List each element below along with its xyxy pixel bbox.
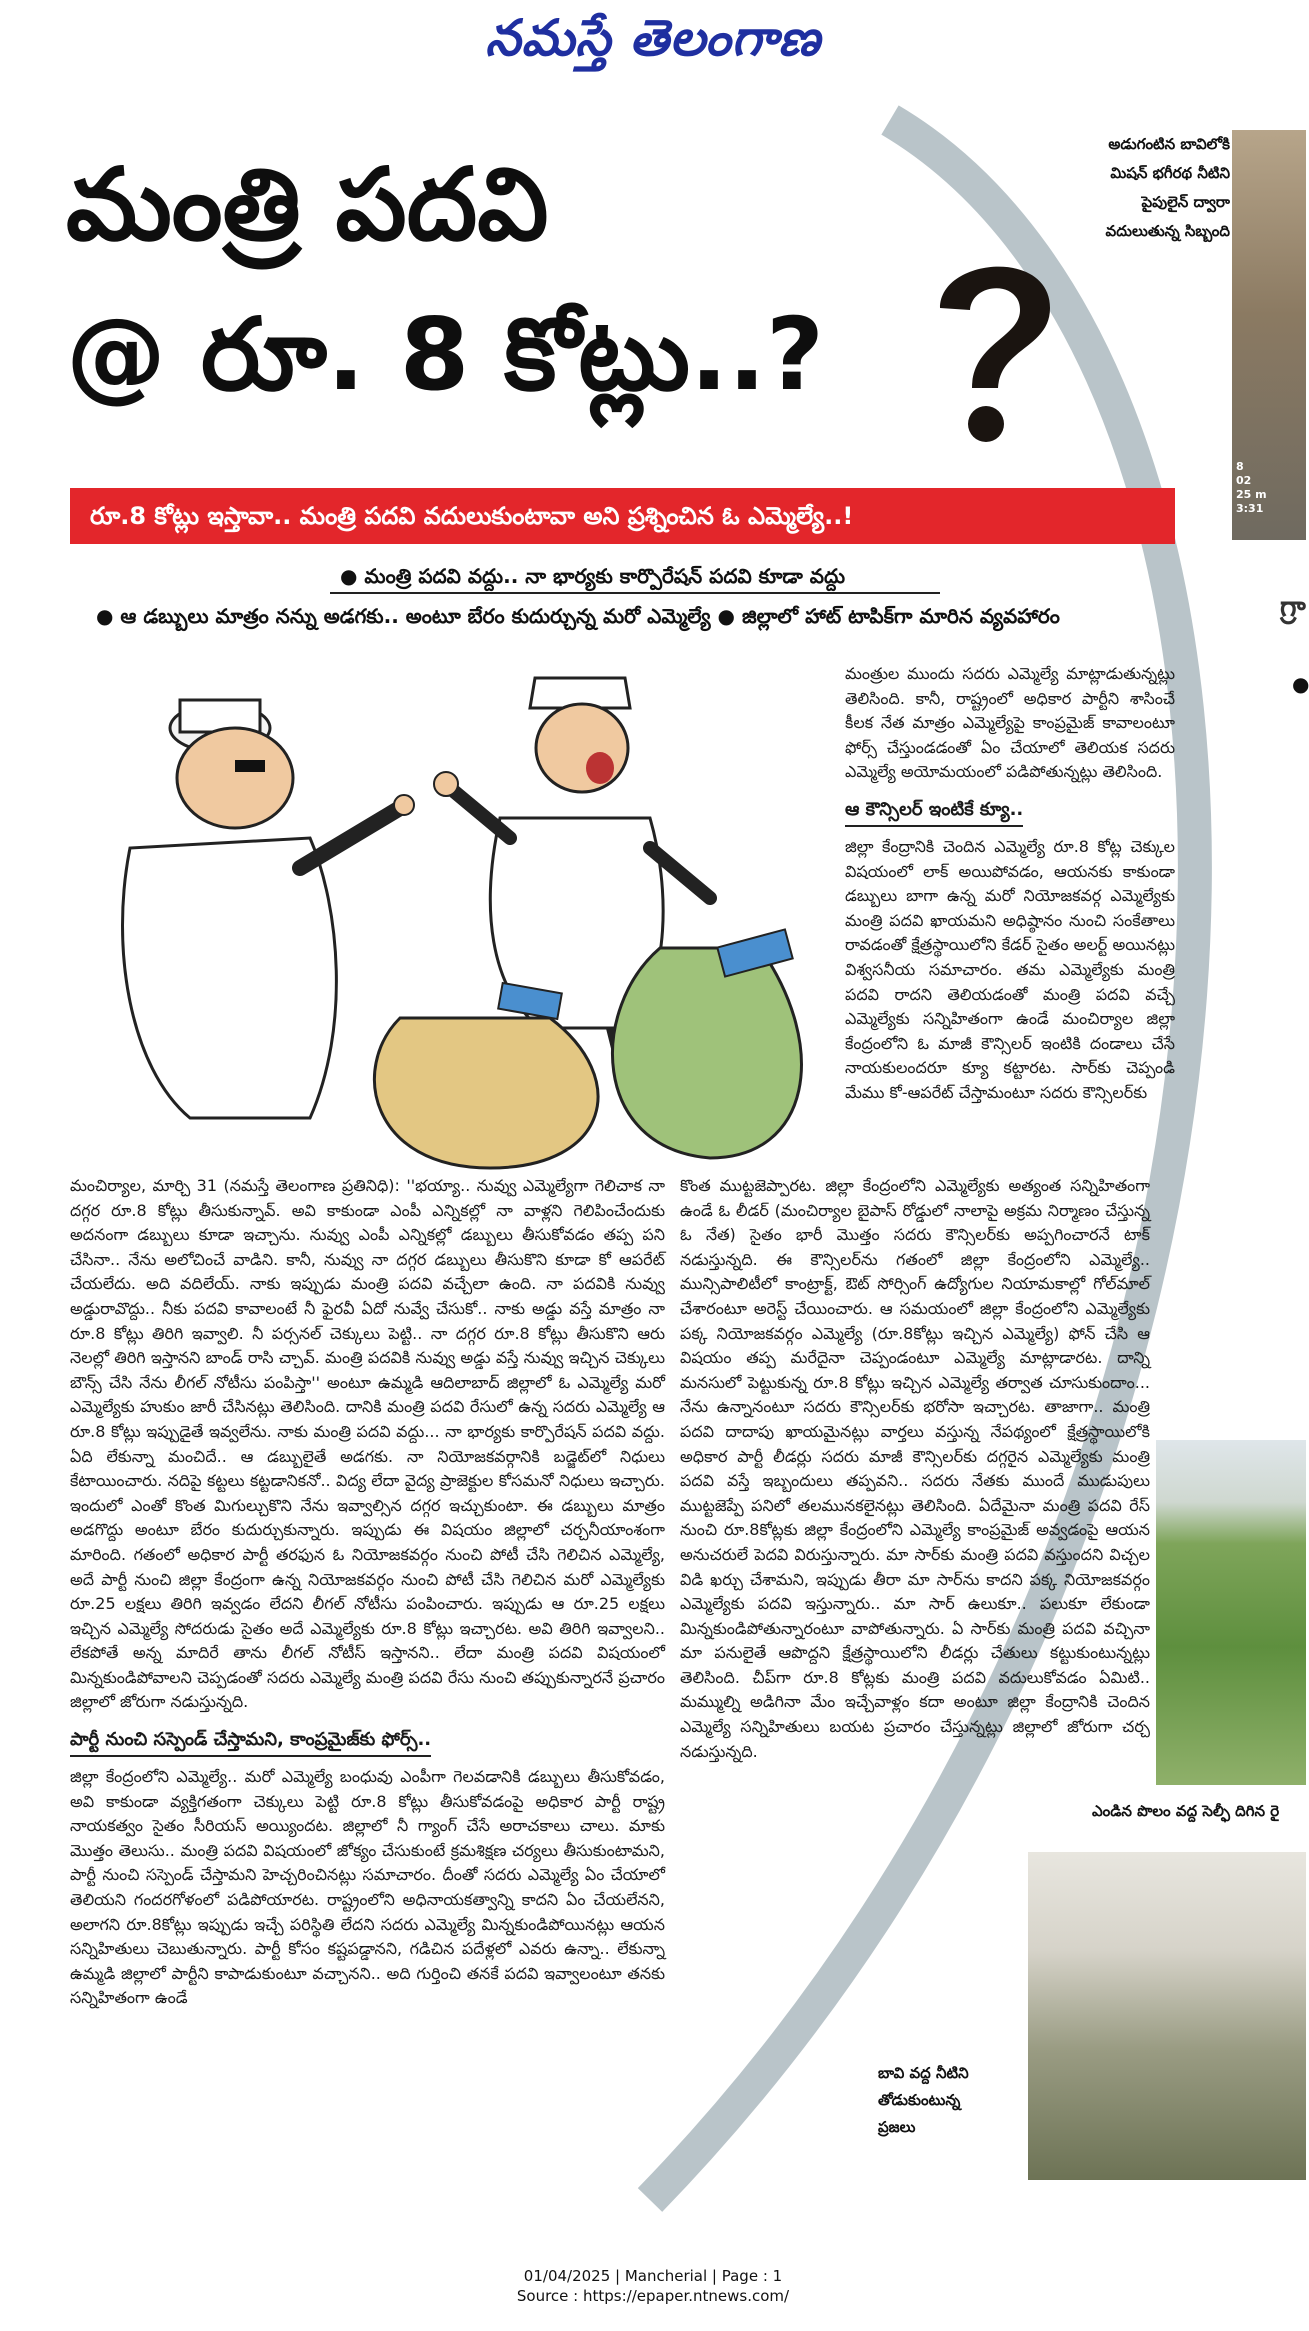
right-caption-top — [1040, 130, 1230, 246]
column-c-paragraph-1: మంచిర్యాల, మార్చి 31 (నమస్తే తెలంగాణ ప్రతినిధి): ''భయ్యా.. నువ్వు ఎమ్మెల్యేగా గెలిచాక నా దగ్గర రూ.8 కోట్లు తీసుకున్నావ్. అవి కాకుండా ఎంపీ ఎన్నికల్లో నా వాళ్లని గెలిపించేందుకు అదనంగా డబ్బులు కూడా ఇచ్చాను. నువ్వు ఎంపీ ఎన్నికల్లో డబ్బులు తీసుకోవడం తప్ప పని చేసినా.. నేను అలోచించే వాడిని. కానీ, నువ్వు నా దగ్గర డబ్బులు తీసుకొని కూడా కో ఆపరేట్ చేయలేదు. అది వదిలేయ్. నాకు ఇప్పుడు మంత్రి పదవి వచ్చేలా ఉంది. నా పదవికి నువ్వు అడ్డురావొద్దు.. నీకు పదవి కావాలంటే నీ ఫైరవీ ఏదో నువ్వే చేసుకో.. నాకు అడ్డు వస్తే మాత్రం నా రూ.8 కోట్లు తిరిగి ఇవ్వాలి. నీ పర్సనల్ చెక్కులు పెట్టి.. నా దగ్గర రూ.8 కోట్లు తీసుకొని ఆరు నెలల్లో తిరిగి ఇస్తానని బాండ్ రాసి చ్చావ్. మంత్రి పదవికి నువ్వు అడ్డు వస్తే నువ్వు ఇచ్చిన చెక్కులు బౌన్స్ చేసి నేను లీగల్ నోటీసు పంపిస్తా'' అంటూ ఉమ్మడి ఆదిలాబాద్ జిల్లాలో ఓ ఎమ్మెల్యే మరో ఎమ్మెల్యేకు హుకుం జారీ చేసినట్లు తెలిసింది. దానికి మంత్రి పదవి రేసులో ఉన్న సదరు ఎమ్మెల్యే ఆ రూ.8 కోట్లు ఇప్పుడైతే ఇవ్వలేను. నాకు మంత్రి పదవి వద్దు... నా భార్యకు కార్పొరేషన్ పదవి వద్దు. ఏది లేకున్నా మంచిదే.. ఆ డబ్బులైతే అడగకు. నా నియోజకవర్గానికి బడ్జెట్‌లో నిధులు కేటాయించారు. నదిపై కట్టలు కట్టడానికనో.. విద్య లేదా వైద్య ప్రాజెక్టుల కోసమనో నిధులు ఇచ్చారు. ఇందులో ఎంతో కొంత మిగుల్చుకొని నేను ఇవ్వాల్సిన దగ్గర ఇచ్చుకుంటా. ఈ డబ్బులు మాత్రం అడగొద్దు అంటూ బేరం కుదుర్చుకున్నారు. ఇప్పుడు ఈ విషయం జిల్లాలో చర్చనీయాంశంగా మారింది. గతంలో అధికార పార్టీ తరఫున ఓ నియోజకవర్గం నుంచి పోటీ చేసి గెలిచిన ఎమ్మెల్యే, అదే పార్టీ నుంచి జిల్లా కేంద్రంగా ఉన్న నియోజకవర్గం నుంచి పోటీ చేసి గెలిచిన మరో ఎమ్మెల్యేకు రూ.25 లక్షలు తిరిగి ఇవ్వడం లేదని లీగల్ నోటీసు పంపించారు. ఇప్పుడు ఆ రూ.25 లక్షలు ఇచ్చిన ఎమ్మెల్యే సోదరుడు సైతం అదే ఎమ్మెల్యేకు రూ.8 కోట్లు ఇచ్చారట. అవి తిరిగి ఇవ్వాలని.. లేకపోతే అన్న మాదిరే తాను లీగల్ నోటీస్ ఇస్తానని.. లేదా మంత్రి పదవి విషయంలో మిన్నకుండిపోవాలని చెప్పడంతో సదరు ఎమ్మెల్యే మంత్రి పదవి రేసు నుంచి తప్పుకున్నారనే ప్రచారం జిల్లాలో జోరుగా నడుస్తున్నది. — [70, 1176, 665, 1712]
caption-bottom-line-1: బావి వద్ద నీటిని — [878, 2064, 969, 2082]
stamp-line-2: 02 — [1236, 474, 1252, 487]
headline-line2: @ రూ. 8 కోట్లు..? — [66, 296, 824, 413]
headline — [66, 130, 1046, 430]
article-column-a — [845, 662, 1175, 1172]
caption-top-line-2: మిషన్ భగీరథ నీటిని — [1110, 164, 1230, 182]
side-headline-fragment: గ్రా — [1280, 590, 1306, 623]
caption-bottom — [878, 2060, 998, 2141]
photo-stamp — [1236, 460, 1267, 516]
footer-source-link[interactable]: Source : https://epaper.ntnews.com/ — [516, 2287, 790, 2305]
footer — [0, 2266, 1306, 2306]
red-highlight-strip: రూ.8 కోట్లు ఇస్తావా.. మంత్రి పదవి వదులుకుంటావా అని ప్రశ్నించిన ఓ ఎమ్మెల్యే..! — [70, 488, 1175, 544]
caption-bottom-line-2: తోడుకుంటున్న — [878, 2091, 961, 2109]
masthead: నమస్తే తెలంగాణ — [485, 8, 821, 67]
subhead-two: ● ఆ డబ్బులు మాత్రం నన్ను అడగకు.. అంటూ బేరం కుదుర్చున్న మరో ఎమ్మెల్యే ● జిల్లాలో హాట్ టాపిక్‌గా మారిన వ్యవహారం — [96, 604, 1060, 628]
question-mark-icon — [920, 248, 1070, 448]
caption-top-line-4: వదులుతున్న సిబ్బంది — [1105, 222, 1230, 240]
photo-people-at-well — [1028, 1852, 1306, 2180]
headline-line1: మంత్రి పదవి — [66, 146, 549, 263]
stamp-line-1: 8 — [1236, 460, 1244, 473]
photo-field — [1156, 1440, 1306, 1785]
column-a-subhead: ఆ కౌన్సిలర్ ఇంటికే క్యూ.. — [845, 797, 1023, 827]
photo-well — [1232, 130, 1306, 540]
cartoon-illustration — [70, 648, 830, 1168]
caption-top-line-3: పైపులైన్ ద్వారా — [1141, 193, 1230, 211]
subhead-one: ● మంత్రి పదవి వద్దు.. నా భార్యకు కార్పొరేషన్ పదవి కూడా వద్దు — [340, 564, 846, 588]
column-c-subhead: పార్టీ నుంచి సస్పెండ్ చేస్తామని, కాంప్రమైజ్‌కు ఫోర్స్.. — [70, 1727, 431, 1757]
column-a-paragraph-2: జిల్లా కేంద్రానికి చెందిన ఎమ్మెల్యే రూ.8 కోట్ల చెక్కుల విషయంలో లాక్ అయిపోవడం, ఆయనకు కాకుండా డబ్బులు బాగా ఉన్న మరో నియోజకవర్గ ఎమ్మెల్యేకు మంత్రి పదవి ఖాయమని అధిష్ఠానం నుంచి సంకేతాలు రావడంతో క్షేత్రస్థాయిలోని కేడర్ సైతం అలర్ట్ అయినట్లు విశ్వసనీయ సమాచారం. తమ ఎమ్మెల్యేకు మంత్రి పదవి రాదని తెలియడంతో మంత్రి పదవి వచ్చే ఎమ్మెల్యేకు సన్నిహితంగా ఉండే మంచిర్యాల జిల్లా కేంద్రంలోని ఓ మాజీ కౌన్సిలర్ ఇంటికి దండాలు చేసే నాయకులందరూ క్యూ కట్టారట. సార్‌కు చెప్పండి మేము కో-ఆపరేట్ చేస్తామంటూ సదరు కౌన్సిలర్‌కు — [845, 836, 1175, 1102]
column-c-paragraph-2: జిల్లా కేంద్రంలోని ఎమ్మెల్యే.. మరో ఎమ్మెల్యే బంధువు ఎంపీగా గెలవడానికి డబ్బులు తీసుకోవడం, అవి కాకుండా వ్యక్తిగతంగా చెక్కులు పెట్టి రూ.8 కోట్లు తీసుకోవడంపై అధికార పార్టీ రాష్ట్ర నాయకత్వం సైతం సీరియస్ అయ్యిందట. జిల్లాలో నీ గ్యాంగ్ చేసే అరాచకాలు చాలు. మాకు మొత్తం తెలుసు.. మంత్రి పదవి విషయంలో జోక్యం చేసుకుంటే క్రమశిక్షణ చర్యలు తీసుకుంటామని, పార్టీ నుంచి సస్పెండ్ చేస్తామని హెచ్చరించినట్లు సమాచారం. దీంతో సదరు ఎమ్మెల్యే ఏం చేయాలో తెలియని గందరగోళంలో పడిపోయారట. రాష్ట్రంలోని అధినాయకత్వాన్ని కాదని ఏం చేయలేనని, అలాగని రూ.8కోట్లు ఇప్పుడు ఇచ్చే పరిస్థితి లేదని సదరు ఎమ్మెల్యే మిన్నకుండిపోయినట్లు ఆయన సన్నిహితులు చెబుతున్నారు. పార్టీ కోసం కష్టపడ్డానని, గడిచిన పదేళ్లలో ఎవరు ఉన్నా.. లేకున్నా ఉమ్మడి జిల్లాలో పార్టీని కాపాడుకుంటూ వచ్చానని.. అది గుర్తించి తనకే పదవి ఇవ్వాలంటూ తనకు సన్నిహితంగా ఉండే — [70, 1767, 665, 2008]
subhead-rule — [330, 592, 940, 594]
stamp-line-4: 3:31 — [1236, 502, 1264, 515]
caption-bottom-line-3: ప్రజలు — [878, 2118, 916, 2136]
caption-field: ఎండిన పొలం వద్ద సెల్ఫీ దిగిన రై — [1092, 1802, 1280, 1820]
column-a-paragraph-1: మంత్రుల ముందు సదరు ఎమ్మెల్యే మాట్లాడుతున్నట్లు తెలిసింది. కానీ, రాష్ట్రంలో అధికార పార్టీని శాసించే కీలక నేత మాత్రం ఎమ్మెల్యేపై కాంప్రమైజ్ కావాలంటూ ఫోర్స్ చేస్తుండడంతో ఏం చేయాలో తెలియక సదరు ఎమ్మెల్యే అయోమయంలో పడిపోతున్నట్లు తెలిసింది. — [845, 664, 1175, 782]
article-column-c — [70, 1174, 665, 2190]
side-bullet: ● — [1292, 672, 1309, 696]
caption-top-line-1: అడుగంటిన బావిలోకి — [1108, 135, 1230, 153]
stamp-line-3: 25 m — [1236, 488, 1267, 501]
footer-date-line: 01/04/2025 | Mancherial | Page : 1 — [523, 2267, 783, 2285]
column-b-paragraph-1: కొంత ముట్టజెప్పారట. జిల్లా కేంద్రంలోని ఎమ్మెల్యేకు అత్యంత సన్నిహితంగా ఉండే ఓ లీడర్ (మంచిర్యాల బైపాస్ రోడ్డులో నాలాపై అక్రమ నిర్మాణం చేస్తున్న ఓ నేత) సైతం భారీ మొత్తం సదరు కౌన్సిలర్‌కు అప్పగించారనే టాక్ నడుస్తున్నది. ఈ కౌన్సిలర్‌ను గతంలో జిల్లా కేంద్రంలోని ఎమ్మెల్యే.. మున్సిపాలిటీలో కాంట్రాక్ట్, ఔట్ సోర్సింగ్ ఉద్యోగుల నియామకాల్లో గోల్‌మాల్ చేశారంటూ అరెస్ట్ చేయించారు. ఆ సమయంలో జిల్లా కేంద్రంలోని ఎమ్మెల్యేకు పక్క నియోజకవర్గం ఎమ్మెల్యే (రూ.8కోట్లు ఇచ్చిన ఎమ్మెల్యే) ఫోన్ చేసి ఆ విషయం తప్ప మరేదైనా చెప్పండంటూ ఎమ్మెల్యే మాట్లాడారట. దాన్ని మనసులో పెట్టుకున్న రూ.8 కోట్లు ఇచ్చిన ఎమ్మెల్యే తర్వాత చూసుకుందాం... నేను ఉన్నానంటూ సదరు కౌన్సిలర్‌కు భరోసా ఇచ్చారట. తాజాగా.. మంత్రి పదవి దాదాపు ఖాయమైనట్లు వార్తలు వస్తున్న నేపథ్యంలో క్షేత్రస్థాయిలోకి అధికార పార్టీ లీడర్లు సదరు మాజీ కౌన్సిలర్‌కు దగ్గరైన ఎమ్మెల్యేకు మంత్రి పదవి వస్తే ఇబ్బందులు తప్పవని.. సదరు నేతకు ముందే ముడుపులు ముట్టజెప్పే పనిలో తలమునకలైనట్లు తెలిసింది. ఏదేమైనా మంత్రి పదవి రేస్ నుంచి రూ.8కోట్లకు జిల్లా కేంద్రంలోని ఎమ్మెల్యే కాంప్రమైజ్ అవ్వడంపై ఆయన అనుచరులే పెదవి విరుస్తున్నారు. మా సార్‌కు మంత్రి పదవి వస్తుందని విచ్చల విడి ఖర్చు చేశామని, ఇప్పుడు తీరా మా సార్‌ను కాదని పక్క నియోజకవర్గం ఎమ్మెల్యేకు పదవి ఇస్తున్నారు.. మా సార్ ఉలుకూ.. పలుకూ లేకుండా మిన్నకుండిపోతున్నారంటూ వాపోతున్నారు. ఏ సార్‌కు మంత్రి పదవి వచ్చినా మా పనులైతే ఆపొద్దని క్షేత్రస్థాయిలోని లీడర్లు చేతులు కట్టుకుంటున్నట్లు తెలిసింది. చీప్‌గా రూ.8 కోట్లకు మంత్రి పదవి వదులుకోవడం ఏమిటి.. మమ్ముల్ని అడిగినా మేం ఇచ్చేవాళ్లం కదా అంటూ జిల్లా కేంద్రానికి చెందిన ఎమ్మెల్యే సన్నిహితులు బయట ప్రచారం చేస్తున్నట్లు జిల్లాలో జోరుగా చర్చ నడుస్తున్నది. — [680, 1176, 1150, 1761]
